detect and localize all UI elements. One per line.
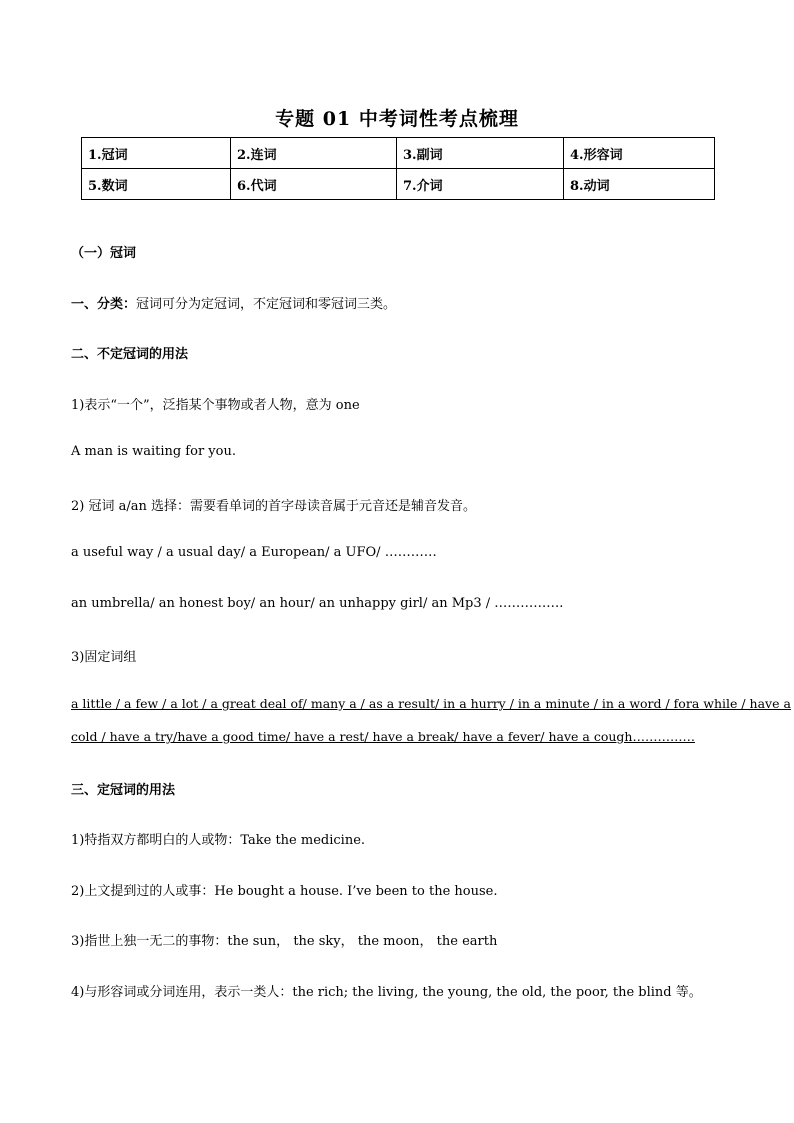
classification-label: 一、分类： — [71, 297, 137, 312]
table-cell: 8.动词 — [564, 169, 715, 200]
topic-table — [81, 137, 715, 200]
indefinite-item-3: 3)固定词组 — [71, 650, 137, 665]
definite-article-heading: 三、定冠词的用法 — [71, 783, 176, 798]
definite-item-3: 3)指世上独一无二的事物：the sun， the sky， the moon， the earth — [71, 934, 498, 949]
section-heading: （一）冠词 — [71, 246, 137, 261]
table-cell: 3.副词 — [397, 138, 564, 169]
indefinite-item-1: 1)表示“一个”，泛指某个事物或者人物，意为 one — [71, 398, 360, 413]
classification-text: 冠词可分为定冠词，不定冠词和零冠词三类。 — [136, 297, 397, 312]
indefinite-article-heading: 二、不定冠词的用法 — [71, 347, 189, 362]
table-cell: 4.形容词 — [564, 138, 715, 169]
fixed-phrases-line-2: cold / have a try/have a good time/ have a rest/ have a break/ have a fever/ have a cough…………… — [71, 729, 695, 744]
table-row — [82, 138, 715, 169]
table-cell: 5.数词 — [82, 169, 231, 200]
indefinite-example-2b: an umbrella/ an honest boy/ an hour/ an unhappy girl/ an Mp3 / ……………. — [71, 596, 564, 611]
table-cell: 6.代词 — [231, 169, 397, 200]
indefinite-example-2a: a useful way / a usual day/ a European/ a UFO/ ………… — [71, 545, 437, 560]
definite-item-2: 2)上文提到过的人或事：He bought a house. I’ve been to the house. — [71, 884, 498, 899]
table-row — [82, 169, 715, 200]
indefinite-item-2: 2) 冠词 a/an 选择：需要看单词的首字母读音属于元音还是辅音发音。 — [71, 499, 476, 514]
definite-item-1: 1)特指双方都明白的人或物：Take the medicine. — [71, 833, 366, 848]
table-cell: 1.冠词 — [82, 138, 231, 169]
indefinite-example-1: A man is waiting for you. — [71, 444, 236, 459]
table-cell: 7.介词 — [397, 169, 564, 200]
definite-item-4: 4)与形容词或分词连用，表示一类人：the rich; the living, the young, the old, the poor, the blind 等。 — [71, 985, 702, 1000]
fixed-phrases-line-1: a little / a few / a lot / a great deal of/ many a / as a result/ in a hurry / in a minute / in a word / fora while / have a — [71, 696, 791, 711]
classification-paragraph — [71, 293, 396, 312]
table-cell: 2.连词 — [231, 138, 397, 169]
page-title: 专题 01 中考词性考点梳理 — [275, 108, 519, 130]
